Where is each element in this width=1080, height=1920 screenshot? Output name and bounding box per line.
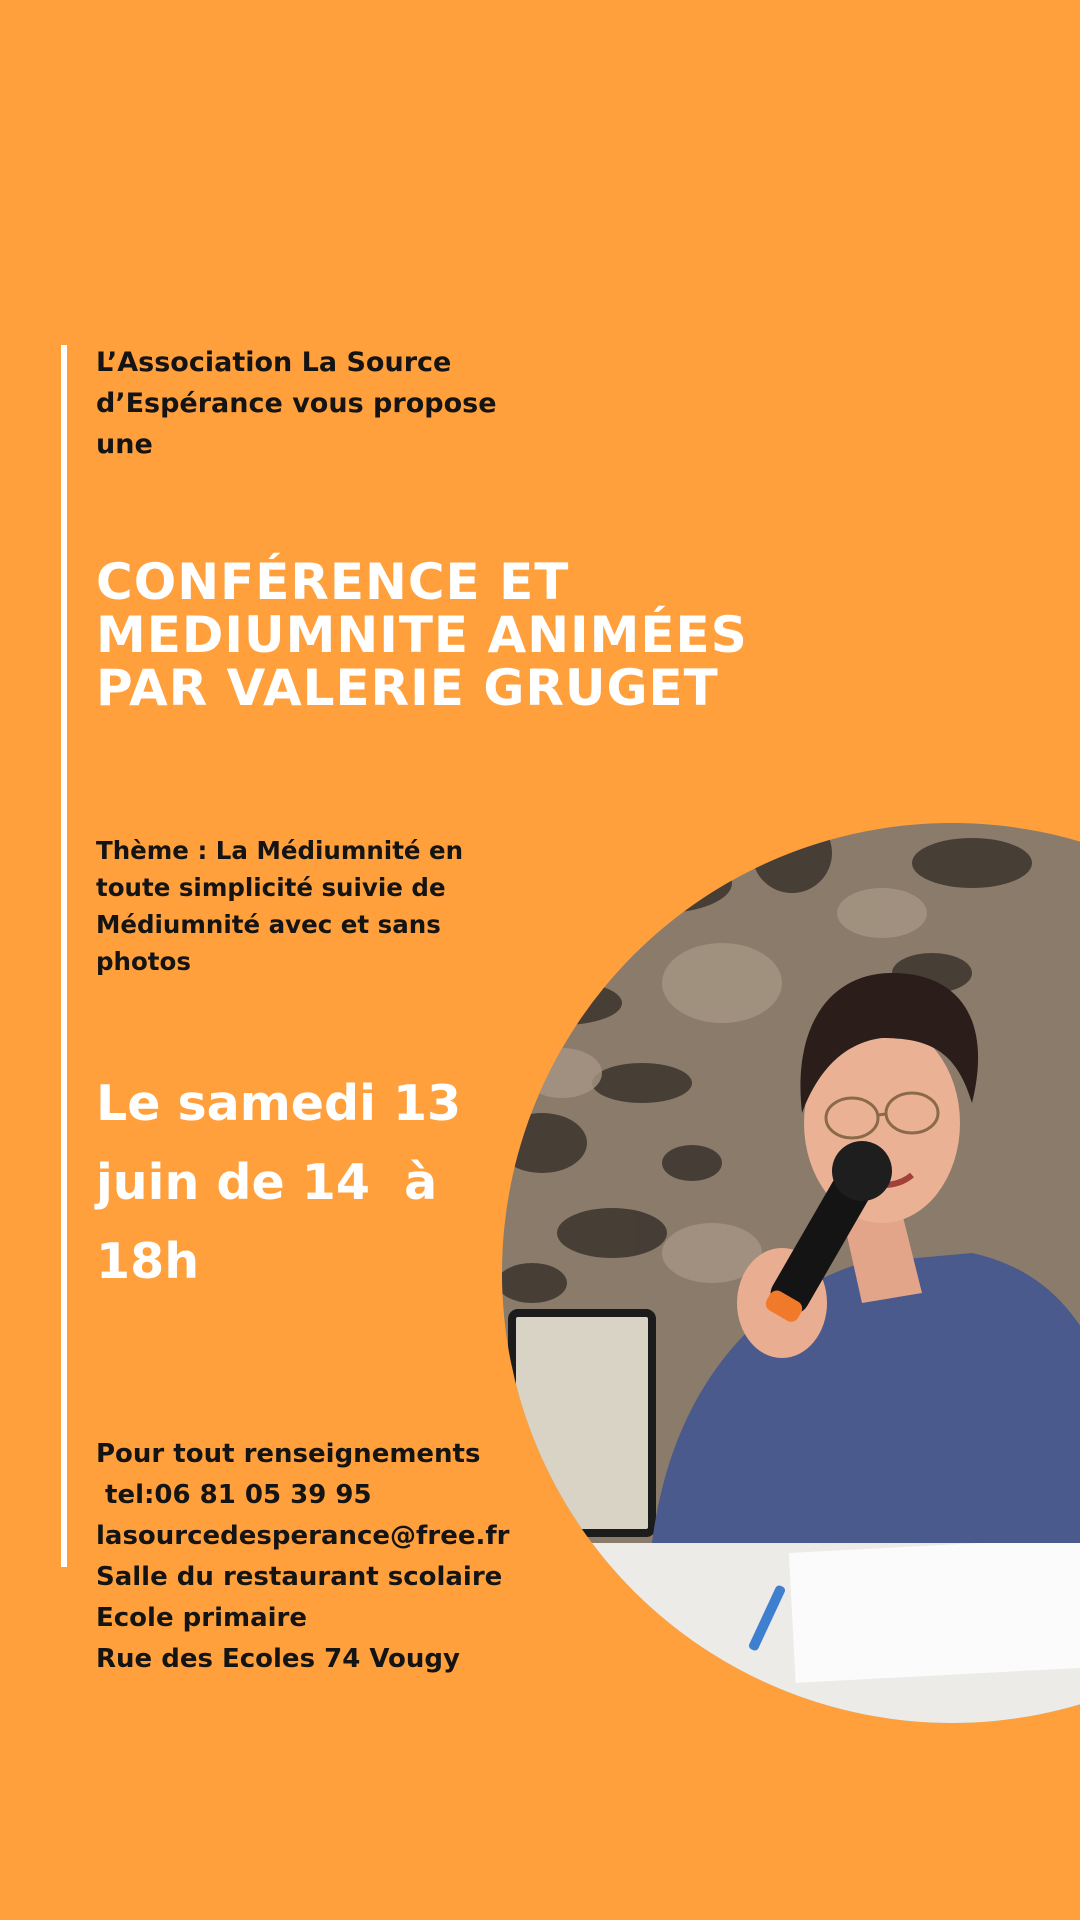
date-line-2: juin de 14 à — [96, 1154, 438, 1211]
theme-line-3: Médiumnité avec et sans — [96, 910, 441, 939]
contact-info — [96, 1434, 566, 1680]
theme-text — [96, 832, 516, 980]
date-line-3: 18h — [96, 1233, 200, 1290]
theme-line-1: Thème : La Médiumnité en — [96, 836, 464, 865]
event-title — [96, 553, 1036, 717]
contact-line-1: Pour tout renseignements — [96, 1439, 481, 1469]
title-line-3: PAR VALERIE GRUGET — [96, 659, 719, 717]
theme-line-4: photos — [96, 947, 191, 976]
photo-illustration — [502, 823, 1080, 1723]
title-line-2: MEDIUMNITE ANIMÉES — [96, 606, 748, 664]
event-date — [96, 1064, 536, 1301]
title-line-1: CONFÉRENCE ET — [96, 553, 570, 611]
contact-address: Rue des Ecoles 74 Vougy — [96, 1644, 460, 1674]
contact-email: lasourcedesperance@free.fr — [96, 1521, 510, 1551]
speaker-photo — [502, 823, 1080, 1723]
intro-line-1: L’Association La Source — [96, 347, 452, 378]
contact-venue: Salle du restaurant scolaire — [96, 1562, 503, 1592]
accent-vertical-line — [61, 345, 67, 1567]
contact-phone: tel:06 81 05 39 95 — [96, 1480, 372, 1510]
contact-school: Ecole primaire — [96, 1603, 307, 1633]
intro-line-3: une — [96, 429, 153, 460]
date-line-1: Le samedi 13 — [96, 1075, 462, 1132]
intro-line-2: d’Espérance vous propose — [96, 388, 497, 419]
intro-text — [96, 342, 516, 465]
paper-sheet — [789, 1533, 1080, 1683]
theme-line-2: toute simplicité suivie de — [96, 873, 446, 902]
